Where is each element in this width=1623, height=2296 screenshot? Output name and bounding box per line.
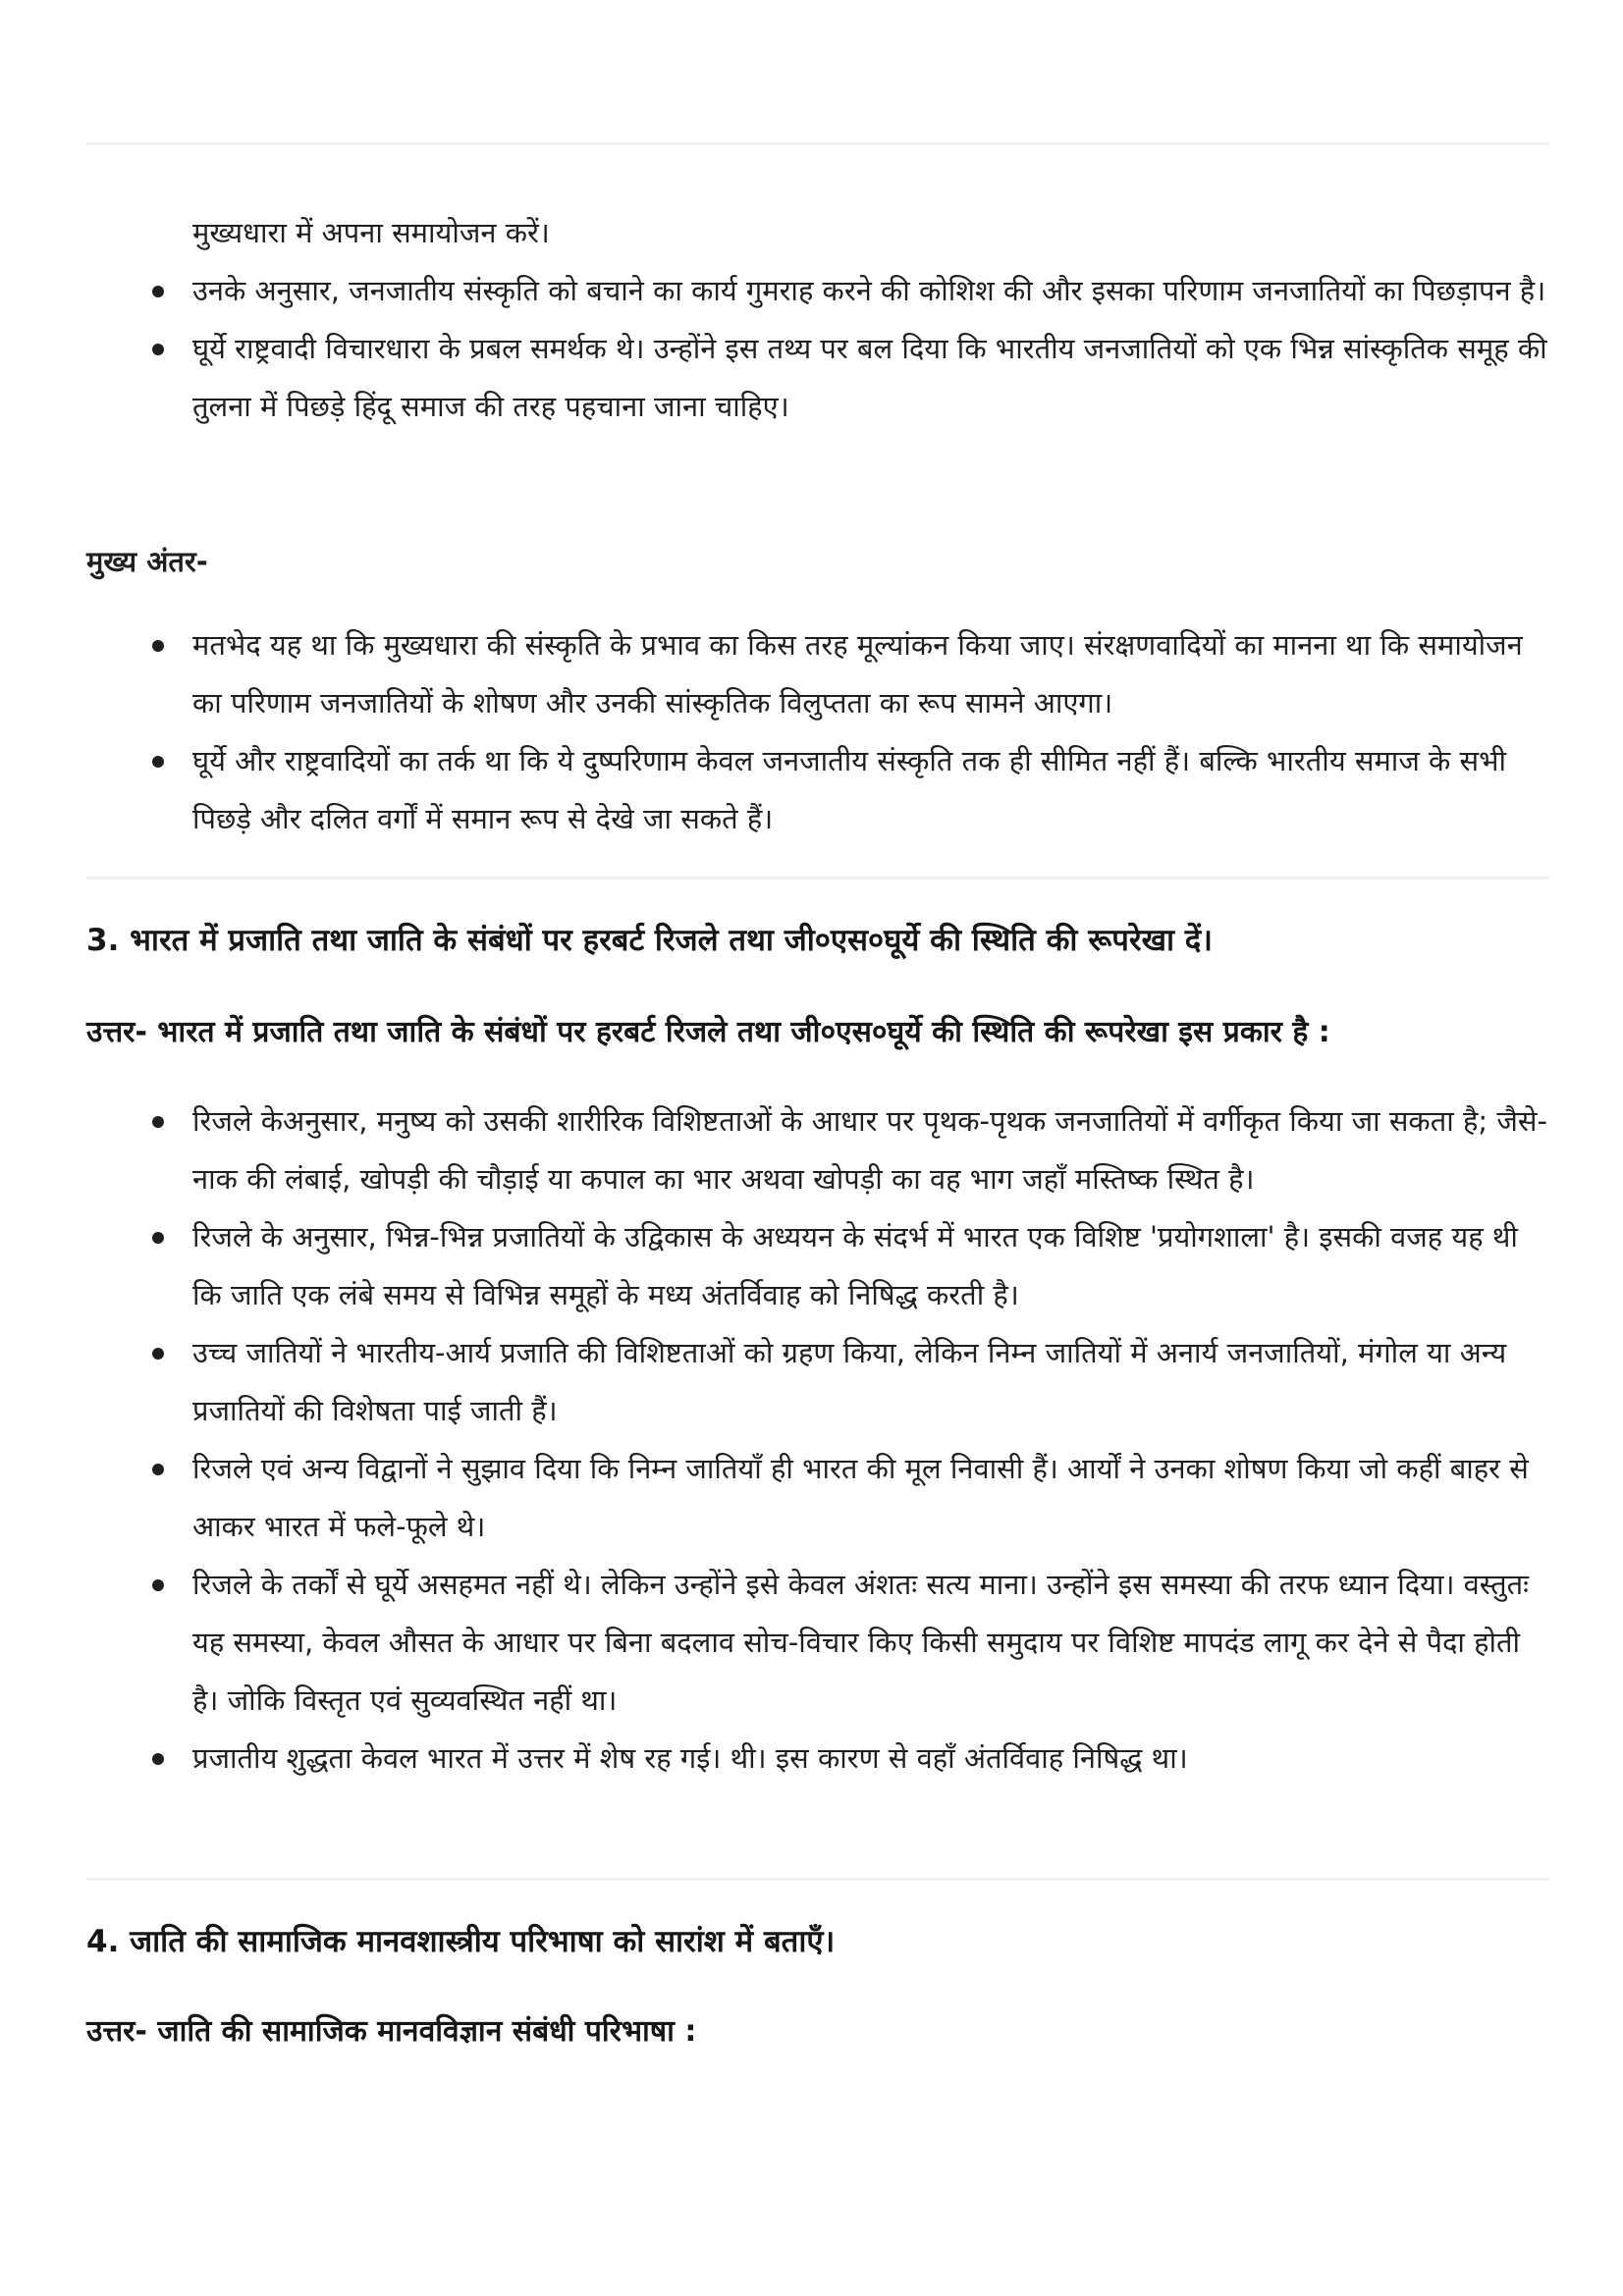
section-top-bullet-list xyxy=(86,262,1554,436)
question-3-block xyxy=(86,919,1554,962)
question-3-title: 3. भारत में प्रजाति तथा जाति के संबंधों पर हरबर्ट रिजले तथा जी०एस०घूर्ये की स्थिति की रूपरेखा दें। xyxy=(86,923,1213,958)
list-item: रिजले के अनुसार, भिन्न-भिन्न प्रजातियों के उद्विकास के अध्ययन के संदर्भ में भारत एक विशिष्ट 'प्रयोगशाला' है। इसकी वजह यह थी कि जाति एक लंबे समय से विभिन्न समूहों के मध्य अंतर्विवाह को निषिद्ध करती है। xyxy=(86,1208,1554,1324)
answer-3-lead: उत्तर- भारत में प्रजाति तथा जाति के संबंधों पर हरबर्ट रिजले तथा जी०एस०घूर्ये की स्थिति की रूपरेखा इस प्रकार है : xyxy=(86,1015,1330,1049)
answer-3-section xyxy=(86,1093,1554,1788)
list-item: रिजले के तर्कों से घूर्ये असहमत नहीं थे। लेकिन उन्होंने इसे केवल अंशतः सत्य माना। उन्होंने इस समस्या की तरफ ध्यान दिया। वस्तुतः यह समस्या, केवल औसत के आधार पर बिना बदलाव सोच-विचार किए किसी समुदाय पर विशिष्ट मापदंड लागू कर देने से पैदा होती है। जोकि विस्तृत एवं सुव्यवस्थित नहीं था। xyxy=(86,1556,1554,1730)
divider-q3 xyxy=(86,877,1549,880)
list-item: प्रजातीय शुद्धता केवल भारत में उत्तर में शेष रह गई। थी। इस कारण से वहाँ अंतर्विवाह निषिद्ध था। xyxy=(86,1730,1554,1788)
divider-q4 xyxy=(86,1878,1549,1881)
answer-4-lead-block xyxy=(86,2010,1554,2054)
list-item: रिजले एवं अन्य विद्वानों ने सुझाव दिया कि निम्न जातियाँ ही भारत की मूल निवासी हैं। आर्यों ने उनका शोषण किया जो कहीं बाहर से आकर भारत में फले-फूले थे। xyxy=(86,1440,1554,1556)
list-item: रिजले केअनुसार, मनुष्य को उसकी शारीरिक विशिष्टताओं के आधार पर पृथक-पृथक जनजातियों में वर्गीकृत किया जा सकता है; जैसे- नाक की लंबाई, खोपड़ी की चौड़ाई या कपाल का भार अथवा खोपड़ी का वह भाग जहाँ मस्तिष्क स्थित है। xyxy=(86,1093,1554,1208)
answer-3-bullet-list xyxy=(86,1093,1554,1788)
question-4-block xyxy=(86,1920,1554,1963)
list-item: घूर्ये और राष्ट्रवादियों का तर्क था कि ये दुष्परिणाम केवल जनजातीय संस्कृति तक ही सीमित नहीं हैं। बल्कि भारतीय समाज के सभी पिछड़े और दलित वर्गों में समान रूप से देखे जा सकते हैं। xyxy=(86,732,1554,848)
section-top xyxy=(86,204,1554,436)
answer-4-lead: उत्तर- जाति की सामाजिक मानवविज्ञान संबंधी परिभाषा : xyxy=(86,2014,697,2049)
main-difference-section xyxy=(86,616,1554,848)
list-item: उनके अनुसार, जनजातीय संस्कृति को बचाने का कार्य गुमराह करने की कोशिश की और इसका परिणाम जनजातियों का पिछड़ापन है। xyxy=(86,262,1554,320)
list-item: घूर्ये राष्ट्रवादी विचारधारा के प्रबल समर्थक थे। उन्होंने इस तथ्य पर बल दिया कि भारतीय जनजातियों को एक भिन्न सांस्कृतिक समूह की तुलना में पिछड़े हिंदू समाज की तरह पहचाना जाना चाहिए। xyxy=(86,320,1554,436)
list-item: मतभेद यह था कि मुख्यधारा की संस्कृति के प्रभाव का किस तरह मूल्यांकन किया जाए। संरक्षणवादियों का मानना था कि समायोजन का परिणाम जनजातियों के शोषण और उनकी सांस्कृतिक विलुप्तता का रूप सामने आएगा। xyxy=(86,616,1554,732)
answer-3-lead-block xyxy=(86,1011,1554,1054)
main-difference-heading: मुख्य अंतर- xyxy=(86,545,208,578)
main-difference-heading-block xyxy=(86,542,1554,581)
main-difference-bullet-list xyxy=(86,616,1554,848)
question-4-title: 4. जाति की सामाजिक मानवशास्त्रीय परिभाषा को सारांश में बताएँ। xyxy=(86,1924,836,1959)
divider-top xyxy=(86,142,1549,145)
continuation-line: मुख्यधारा में अपना समायोजन करें। xyxy=(192,216,550,249)
list-item: उच्च जातियों ने भारतीय-आर्य प्रजाति की विशिष्टताओं को ग्रहण किया, लेकिन निम्न जातियों में अनार्य जनजातियों, मंगोल या अन्य प्रजातियों की विशेषता पाई जाती हैं। xyxy=(86,1324,1554,1440)
